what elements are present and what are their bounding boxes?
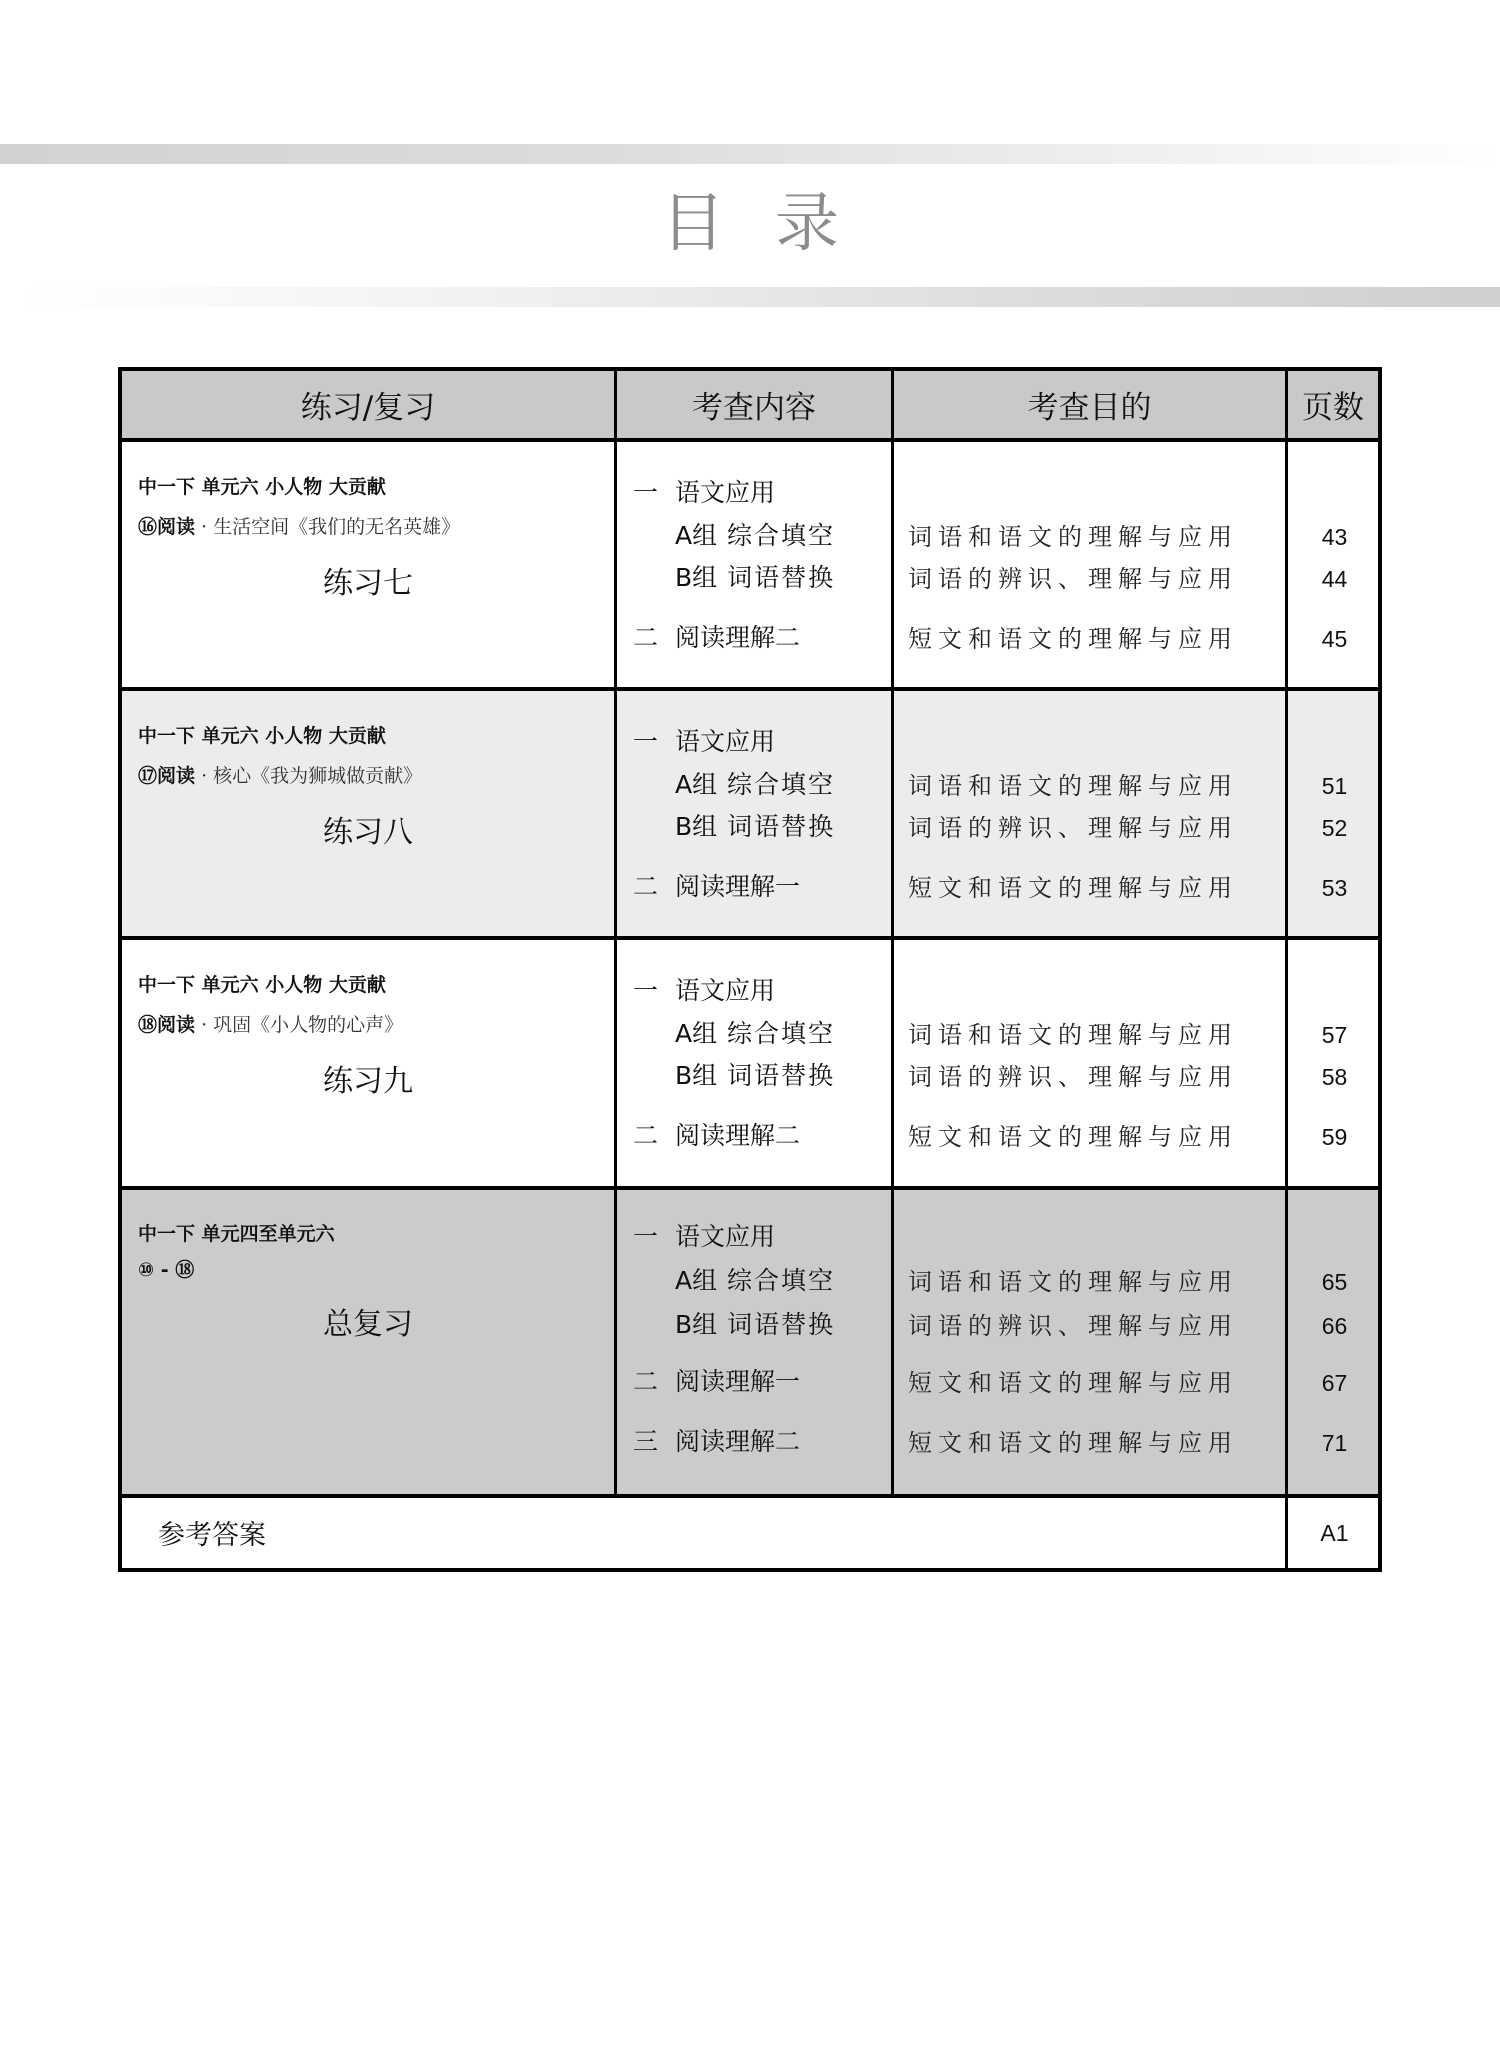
exercise-title[interactable]: 练习七 (323, 566, 413, 601)
item-label: 语文应用 (675, 976, 776, 1005)
header-exercise: 练习/复习 (300, 390, 436, 426)
purpose-text: 词语的辨识、理解与应用 (908, 814, 1238, 842)
item-label: 阅读理解二 (675, 623, 801, 652)
toc-row-exercise-7[interactable] (122, 442, 1378, 691)
item-group: B组 (675, 1061, 718, 1090)
unit-line: 中一下 单元六 小人物 大贡献 (138, 476, 386, 498)
page-number[interactable]: 65 (1321, 1269, 1348, 1295)
page-title: 目录 (661, 187, 889, 261)
header-page: 页数 (1285, 371, 1378, 438)
reading-title: · 核心《我为狮城做贡献》 (195, 765, 423, 787)
content-cell (614, 442, 891, 687)
reading-line (138, 765, 422, 787)
purpose-text: 词语的辨识、理解与应用 (908, 1063, 1238, 1091)
page-number[interactable]: 52 (1321, 815, 1348, 841)
reading-lead: 阅读 (157, 1014, 196, 1036)
purpose-text: 短文和语文的理解与应用 (908, 1123, 1238, 1151)
content-cell (614, 1190, 891, 1494)
item-number: 二 (633, 872, 659, 901)
toc-row-exercise-8[interactable] (122, 691, 1378, 940)
purpose-text: 词语的辨识、理解与应用 (908, 1312, 1238, 1340)
page-cell (1285, 691, 1378, 936)
page-number[interactable]: 59 (1321, 1124, 1348, 1150)
exercise-title[interactable]: 练习九 (323, 1064, 413, 1099)
toc-row-answers[interactable] (122, 1498, 1378, 1568)
item-group: A组 (675, 770, 718, 799)
unit-line: 中一下 单元六 小人物 大贡献 (138, 725, 386, 747)
content-cell (614, 940, 891, 1186)
item-label: 阅读理解一 (675, 872, 801, 901)
reading-lead: 阅读 (157, 516, 196, 538)
purpose-text: 短文和语文的理解与应用 (908, 625, 1238, 653)
page-number[interactable]: 66 (1321, 1313, 1348, 1339)
answers-label[interactable]: 参考答案 (158, 1520, 266, 1551)
reading-number: ⑱ (138, 1014, 158, 1036)
reading-number: ⑯ (138, 516, 158, 538)
purpose-cell (891, 442, 1285, 687)
item-label: 词语替换 (717, 1061, 836, 1090)
header-purpose: 考查目的 (891, 371, 1285, 438)
item-label: 阅读理解一 (675, 1367, 801, 1396)
purpose-text: 短文和语文的理解与应用 (908, 1429, 1238, 1457)
item-number: 二 (633, 623, 659, 652)
unit-line: 中一下 单元四至单元六 (138, 1223, 335, 1245)
page-number[interactable]: 58 (1321, 1064, 1348, 1090)
item-number: 一 (633, 976, 659, 1005)
exercise-title[interactable]: 练习八 (323, 815, 413, 850)
reading-number: ⑰ (138, 765, 158, 787)
page-cell (1285, 940, 1378, 1186)
page-number[interactable]: 53 (1321, 875, 1348, 901)
reading-line (138, 1014, 403, 1036)
reading-title: · 生活空间《我们的无名英雄》 (195, 516, 461, 538)
item-label: 综合填空 (717, 770, 836, 799)
purpose-text: 词语和语文的理解与应用 (908, 1021, 1238, 1049)
item-number: 一 (633, 727, 659, 756)
purpose-cell (891, 940, 1285, 1186)
item-number: 一 (633, 478, 659, 507)
item-label: 词语替换 (717, 563, 836, 592)
reading-title: · 巩固《小人物的心声》 (195, 1014, 404, 1036)
page-number[interactable]: 57 (1321, 1022, 1348, 1048)
item-number: 一 (633, 1222, 659, 1251)
page-number[interactable]: 44 (1321, 566, 1348, 592)
table-header (122, 371, 1378, 442)
reading-lead: 阅读 (157, 765, 196, 787)
item-label: 阅读理解二 (675, 1121, 801, 1150)
page-number[interactable]: 51 (1321, 773, 1348, 799)
page-number[interactable]: 71 (1321, 1430, 1348, 1456)
item-label: 语文应用 (675, 727, 776, 756)
item-number: 二 (633, 1367, 659, 1396)
purpose-text: 短文和语文的理解与应用 (908, 874, 1238, 902)
item-label: 词语替换 (717, 812, 836, 841)
header-content: 考查内容 (614, 371, 891, 438)
table-of-contents (118, 367, 1382, 1572)
item-label: 语文应用 (675, 478, 776, 507)
reading-line (138, 516, 460, 538)
reading-range (138, 1259, 194, 1281)
toc-row-exercise-9[interactable] (122, 940, 1378, 1190)
page-cell (1285, 1190, 1378, 1494)
purpose-text: 短文和语文的理解与应用 (908, 1369, 1238, 1397)
page-cell (1285, 1498, 1378, 1568)
toc-row-review[interactable] (122, 1190, 1378, 1498)
exercise-title[interactable]: 总复习 (323, 1307, 413, 1342)
item-group: A组 (675, 521, 718, 550)
item-group: A组 (675, 1019, 718, 1048)
page-number[interactable]: 45 (1321, 626, 1348, 652)
item-group: A组 (675, 1266, 718, 1295)
item-group: B组 (675, 1310, 718, 1339)
exercise-cell (122, 442, 614, 687)
item-number: 三 (633, 1427, 659, 1456)
decorative-band-bottom (20, 287, 1500, 307)
item-label: 词语替换 (717, 1310, 836, 1339)
page-number[interactable]: 43 (1321, 524, 1348, 550)
exercise-cell (122, 691, 614, 936)
item-group: B组 (675, 812, 718, 841)
item-label: 综合填空 (717, 1019, 836, 1048)
unit-line: 中一下 单元六 小人物 大贡献 (138, 974, 386, 996)
purpose-text: 词语的辨识、理解与应用 (908, 565, 1238, 593)
item-label: 语文应用 (675, 1222, 776, 1251)
purpose-cell (891, 1190, 1285, 1494)
page-cell (1285, 442, 1378, 687)
answers-cell (122, 1498, 1285, 1568)
page-number[interactable]: A1 (1320, 1520, 1349, 1546)
decorative-band-top (0, 144, 1500, 164)
exercise-cell (122, 1190, 614, 1494)
purpose-text: 词语和语文的理解与应用 (908, 1268, 1238, 1296)
content-cell (614, 691, 891, 936)
purpose-cell (891, 691, 1285, 936)
reading-number: ⑩ - ⑱ (138, 1259, 195, 1281)
item-group: B组 (675, 563, 718, 592)
item-label: 综合填空 (717, 521, 836, 550)
item-label: 阅读理解二 (675, 1427, 801, 1456)
item-number: 二 (633, 1121, 659, 1150)
purpose-text: 词语和语文的理解与应用 (908, 772, 1238, 800)
exercise-cell (122, 940, 614, 1186)
purpose-text: 词语和语文的理解与应用 (908, 523, 1238, 551)
item-label: 综合填空 (717, 1266, 836, 1295)
page-number[interactable]: 67 (1321, 1370, 1348, 1396)
